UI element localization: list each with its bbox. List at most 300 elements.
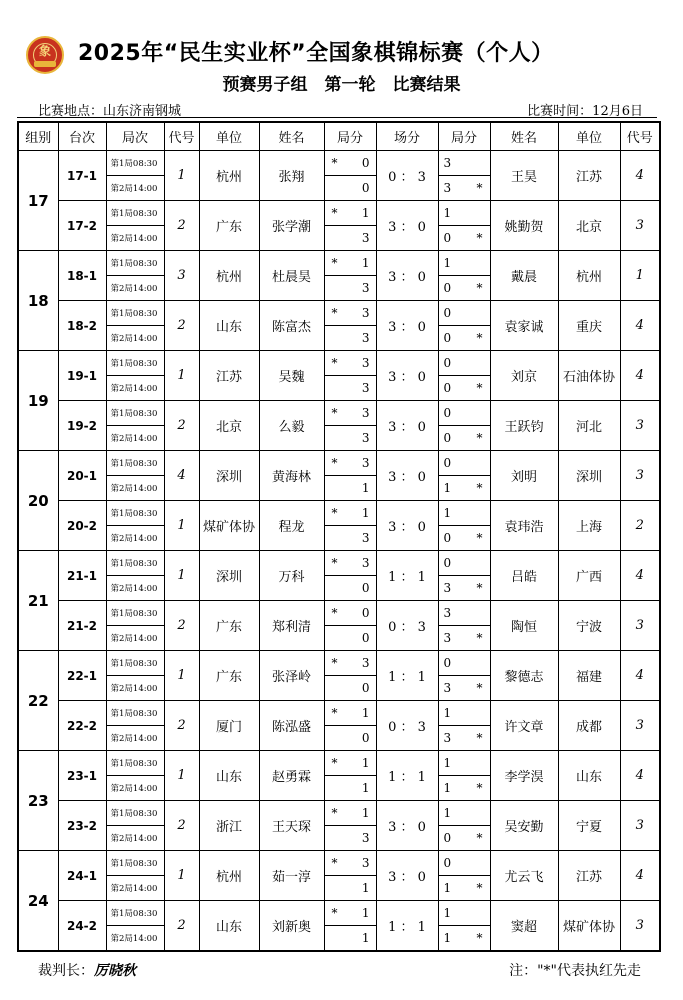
game-points: 0: [443, 406, 452, 420]
results-table: [17, 121, 661, 952]
game-points: 3: [443, 731, 452, 745]
game-points: 3: [361, 231, 370, 245]
right-code: 3: [620, 601, 660, 651]
round-time: 第1局08:30: [106, 251, 164, 276]
column-header: 代号: [620, 122, 660, 151]
column-header: 局次: [106, 122, 164, 151]
left-unit: 江苏: [199, 351, 259, 401]
table-number: 17-2: [58, 201, 106, 251]
column-header: 场分: [376, 122, 438, 151]
game-points: 1: [361, 756, 370, 770]
game-points: 1: [443, 806, 452, 820]
round-time: 第2局14:00: [106, 176, 164, 201]
left-game-score: [324, 426, 376, 451]
game-points: 1: [443, 206, 452, 220]
game-points: 0: [361, 681, 370, 695]
page-title: 2025年“民生实业杯”全国象棋锦标赛（个人）: [78, 41, 554, 66]
game-points: 0: [443, 356, 452, 370]
red-first-marker: *: [476, 381, 483, 395]
column-header: 局分: [324, 122, 376, 151]
game-points: 1: [361, 506, 370, 520]
right-game-score: [438, 301, 490, 326]
left-player-name: 陈泓盛: [259, 701, 324, 751]
right-code: 4: [620, 301, 660, 351]
right-unit: 成都: [558, 701, 620, 751]
right-player-name: 袁家诚: [490, 301, 558, 351]
game-points: 1: [361, 781, 370, 795]
right-game-score: [438, 901, 490, 926]
table-row: [18, 251, 660, 276]
round-time: 第1局08:30: [106, 801, 164, 826]
right-code: 4: [620, 151, 660, 201]
match-score: 3 ： 0: [376, 401, 438, 451]
table-row: [18, 201, 660, 226]
red-first-marker: *: [476, 281, 483, 295]
round-time: 第1局08:30: [106, 551, 164, 576]
round-time: 第2局14:00: [106, 476, 164, 501]
left-game-score: [324, 226, 376, 251]
round-time: 第1局08:30: [106, 151, 164, 176]
game-points: 0: [361, 606, 370, 620]
left-game-score: [324, 901, 376, 926]
left-player-name: 么毅: [259, 401, 324, 451]
left-player-name: 刘新奥: [259, 901, 324, 952]
game-points: 0: [361, 156, 370, 170]
table-row: [18, 551, 660, 576]
red-first-marker: *: [331, 206, 338, 220]
round-time: 第1局08:30: [106, 751, 164, 776]
game-points: 3: [443, 156, 452, 170]
right-unit: 宁波: [558, 601, 620, 651]
game-points: 3: [361, 406, 370, 420]
round-time: 第2局14:00: [106, 826, 164, 851]
footnote: 注："*"代表执红先走: [509, 963, 641, 979]
left-game-score: [324, 301, 376, 326]
right-game-score: [438, 776, 490, 801]
right-unit: 福建: [558, 651, 620, 701]
game-points: 3: [361, 556, 370, 570]
match-score: 3 ： 0: [376, 201, 438, 251]
game-points: 0: [443, 531, 452, 545]
left-player-name: 张学潮: [259, 201, 324, 251]
table-number: 23-1: [58, 751, 106, 801]
round-time: 第2局14:00: [106, 776, 164, 801]
left-unit: 杭州: [199, 851, 259, 901]
red-first-marker: *: [331, 256, 338, 270]
right-game-score: [438, 576, 490, 601]
left-game-score: [324, 451, 376, 476]
game-points: 3: [443, 631, 452, 645]
round-time: 第2局14:00: [106, 326, 164, 351]
right-game-score: [438, 276, 490, 301]
right-game-score: [438, 201, 490, 226]
table-row: [18, 301, 660, 326]
left-game-score: [324, 201, 376, 226]
right-game-score: [438, 426, 490, 451]
group-number: 22: [18, 651, 58, 751]
left-game-score: [324, 926, 376, 952]
table-row: [18, 851, 660, 876]
right-player-name: 李学淏: [490, 751, 558, 801]
left-player-name: 黄海林: [259, 451, 324, 501]
game-points: 3: [443, 681, 452, 695]
match-score: 3 ： 0: [376, 351, 438, 401]
left-game-score: [324, 276, 376, 301]
group-number: 20: [18, 451, 58, 551]
game-points: 1: [361, 931, 370, 945]
right-code: 4: [620, 851, 660, 901]
page-subtitle: 预赛男子组 第一轮 比赛结果: [222, 75, 461, 95]
right-unit: 河北: [558, 401, 620, 451]
round-time: 第2局14:00: [106, 626, 164, 651]
right-unit: 宁夏: [558, 801, 620, 851]
left-player-name: 吴魏: [259, 351, 324, 401]
right-game-score: [438, 651, 490, 676]
right-player-name: 窦超: [490, 901, 558, 952]
match-score: 0 ： 3: [376, 151, 438, 201]
right-code: 4: [620, 751, 660, 801]
right-game-score: [438, 626, 490, 651]
right-game-score: [438, 151, 490, 176]
left-unit: 广东: [199, 651, 259, 701]
left-player-name: 万科: [259, 551, 324, 601]
round-time: 第1局08:30: [106, 201, 164, 226]
left-code: 1: [164, 551, 199, 601]
right-game-score: [438, 801, 490, 826]
left-game-score: [324, 176, 376, 201]
left-code: 2: [164, 701, 199, 751]
game-points: 0: [361, 581, 370, 595]
game-points: 3: [361, 831, 370, 845]
red-first-marker: *: [331, 506, 338, 520]
left-player-name: 王天琛: [259, 801, 324, 851]
right-player-name: 尤云飞: [490, 851, 558, 901]
red-first-marker: *: [476, 681, 483, 695]
match-score: 3 ： 0: [376, 801, 438, 851]
right-game-score: [438, 376, 490, 401]
right-unit: 煤矿体协: [558, 901, 620, 952]
red-first-marker: *: [331, 156, 338, 170]
left-unit: 煤矿体协: [199, 501, 259, 551]
right-game-score: [438, 401, 490, 426]
game-points: 1: [443, 931, 452, 945]
table-number: 18-1: [58, 251, 106, 301]
column-header: 姓名: [259, 122, 324, 151]
round-time: 第1局08:30: [106, 301, 164, 326]
round-time: 第2局14:00: [106, 676, 164, 701]
right-game-score: [438, 601, 490, 626]
right-player-name: 刘京: [490, 351, 558, 401]
left-unit: 山东: [199, 301, 259, 351]
red-first-marker: *: [331, 356, 338, 370]
left-game-score: [324, 526, 376, 551]
right-game-score: [438, 876, 490, 901]
table-row: [18, 601, 660, 626]
game-points: 0: [361, 181, 370, 195]
right-unit: 石油体协: [558, 351, 620, 401]
game-points: 0: [443, 556, 452, 570]
right-unit: 北京: [558, 201, 620, 251]
right-player-name: 许文章: [490, 701, 558, 751]
table-row: [18, 751, 660, 776]
game-points: 3: [361, 381, 370, 395]
game-points: 0: [361, 631, 370, 645]
left-player-name: 茹一淳: [259, 851, 324, 901]
game-points: 3: [443, 606, 452, 620]
right-code: 4: [620, 651, 660, 701]
right-unit: 杭州: [558, 251, 620, 301]
right-code: 3: [620, 901, 660, 952]
venue-text: 比赛地点：山东济南钢城: [38, 104, 182, 119]
round-time: 第1局08:30: [106, 651, 164, 676]
round-time: 第2局14:00: [106, 226, 164, 251]
left-unit: 厦门: [199, 701, 259, 751]
game-points: 1: [443, 256, 452, 270]
match-score: 3 ： 0: [376, 501, 438, 551]
match-score: 1 ： 1: [376, 651, 438, 701]
left-code: 2: [164, 201, 199, 251]
right-code: 3: [620, 451, 660, 501]
right-game-score: [438, 251, 490, 276]
right-game-score: [438, 476, 490, 501]
game-points: 0: [361, 731, 370, 745]
game-points: 0: [443, 831, 452, 845]
left-game-score: [324, 751, 376, 776]
red-first-marker: *: [476, 581, 483, 595]
left-player-name: 程龙: [259, 501, 324, 551]
game-points: 1: [443, 706, 452, 720]
round-time: 第1局08:30: [106, 501, 164, 526]
round-time: 第2局14:00: [106, 926, 164, 952]
left-player-name: 张翔: [259, 151, 324, 201]
game-points: 0: [443, 456, 452, 470]
round-time: 第2局14:00: [106, 426, 164, 451]
round-time: 第1局08:30: [106, 351, 164, 376]
game-points: 3: [361, 331, 370, 345]
column-header: 姓名: [490, 122, 558, 151]
right-player-name: 戴晨: [490, 251, 558, 301]
round-time: 第2局14:00: [106, 276, 164, 301]
round-time: 第1局08:30: [106, 701, 164, 726]
table-row: [18, 501, 660, 526]
right-game-score: [438, 551, 490, 576]
right-unit: 江苏: [558, 151, 620, 201]
match-score: 3 ： 0: [376, 251, 438, 301]
left-game-score: [324, 576, 376, 601]
red-first-marker: *: [476, 181, 483, 195]
round-time: 第2局14:00: [106, 526, 164, 551]
match-score: 0 ： 3: [376, 701, 438, 751]
game-points: 3: [361, 431, 370, 445]
left-code: 2: [164, 901, 199, 952]
red-first-marker: *: [476, 831, 483, 845]
left-unit: 北京: [199, 401, 259, 451]
right-player-name: 陶恒: [490, 601, 558, 651]
left-game-score: [324, 601, 376, 626]
left-unit: 深圳: [199, 551, 259, 601]
game-points: 1: [361, 206, 370, 220]
match-score: 1 ： 1: [376, 551, 438, 601]
game-points: 1: [443, 781, 452, 795]
right-unit: 江苏: [558, 851, 620, 901]
table-number: 18-2: [58, 301, 106, 351]
game-points: 1: [443, 906, 452, 920]
left-code: 2: [164, 401, 199, 451]
table-row: [18, 451, 660, 476]
red-first-marker: *: [331, 456, 338, 470]
right-unit: 广西: [558, 551, 620, 601]
red-first-marker: *: [476, 931, 483, 945]
match-score: 1 ： 1: [376, 751, 438, 801]
table-number: 19-2: [58, 401, 106, 451]
red-first-marker: *: [331, 656, 338, 670]
left-code: 3: [164, 251, 199, 301]
game-points: 3: [361, 281, 370, 295]
column-header: 组别: [18, 122, 58, 151]
left-unit: 山东: [199, 901, 259, 952]
red-first-marker: *: [331, 756, 338, 770]
red-first-marker: *: [331, 556, 338, 570]
left-game-score: [324, 501, 376, 526]
left-game-score: [324, 476, 376, 501]
right-game-score: [438, 326, 490, 351]
game-points: 3: [361, 356, 370, 370]
right-code: 3: [620, 701, 660, 751]
table-number: 21-2: [58, 601, 106, 651]
game-points: 3: [361, 531, 370, 545]
red-first-marker: *: [476, 731, 483, 745]
column-header: 单位: [199, 122, 259, 151]
game-points: 0: [443, 431, 452, 445]
round-time: 第1局08:30: [106, 401, 164, 426]
table-row: [18, 801, 660, 826]
right-unit: 重庆: [558, 301, 620, 351]
game-points: 0: [443, 331, 452, 345]
round-time: 第1局08:30: [106, 451, 164, 476]
left-game-score: [324, 876, 376, 901]
right-game-score: [438, 701, 490, 726]
left-game-score: [324, 551, 376, 576]
right-game-score: [438, 676, 490, 701]
left-game-score: [324, 701, 376, 726]
red-first-marker: *: [331, 306, 338, 320]
left-unit: 广东: [199, 201, 259, 251]
column-header: 代号: [164, 122, 199, 151]
right-code: 2: [620, 501, 660, 551]
table-number: 22-1: [58, 651, 106, 701]
right-game-score: [438, 451, 490, 476]
left-game-score: [324, 651, 376, 676]
red-first-marker: *: [476, 331, 483, 345]
left-code: 1: [164, 151, 199, 201]
right-player-name: 黎德志: [490, 651, 558, 701]
date-text: 比赛时间：12月6日: [527, 104, 643, 119]
right-game-score: [438, 501, 490, 526]
left-unit: 浙江: [199, 801, 259, 851]
left-code: 1: [164, 751, 199, 801]
right-game-score: [438, 226, 490, 251]
column-header: 局分: [438, 122, 490, 151]
game-points: 3: [361, 456, 370, 470]
table-row: [18, 401, 660, 426]
left-game-score: [324, 151, 376, 176]
referee-label: 裁判长：: [38, 963, 94, 979]
left-game-score: [324, 851, 376, 876]
table-row: [18, 351, 660, 376]
column-header: 单位: [558, 122, 620, 151]
left-player-name: 赵勇霖: [259, 751, 324, 801]
right-player-name: 吕皓: [490, 551, 558, 601]
table-row: [18, 901, 660, 926]
red-first-marker: *: [331, 856, 338, 870]
right-code: 3: [620, 801, 660, 851]
game-points: 3: [443, 181, 452, 195]
left-player-name: 郑利清: [259, 601, 324, 651]
table-number: 19-1: [58, 351, 106, 401]
red-first-marker: *: [331, 806, 338, 820]
right-game-score: [438, 751, 490, 776]
game-points: 0: [443, 381, 452, 395]
table-number: 17-1: [58, 151, 106, 201]
left-player-name: 张泽岭: [259, 651, 324, 701]
right-game-score: [438, 726, 490, 751]
table-row: [18, 151, 660, 176]
left-game-score: [324, 351, 376, 376]
left-unit: 杭州: [199, 151, 259, 201]
right-game-score: [438, 826, 490, 851]
column-header: 台次: [58, 122, 106, 151]
game-points: 0: [443, 281, 452, 295]
table-number: 20-2: [58, 501, 106, 551]
logo-band: [34, 61, 56, 67]
group-number: 17: [18, 151, 58, 251]
group-number: 18: [18, 251, 58, 351]
game-points: 1: [361, 806, 370, 820]
game-points: 3: [361, 306, 370, 320]
round-time: 第2局14:00: [106, 726, 164, 751]
table-number: 23-2: [58, 801, 106, 851]
left-game-score: [324, 401, 376, 426]
game-points: 1: [361, 706, 370, 720]
left-game-score: [324, 801, 376, 826]
red-first-marker: *: [476, 781, 483, 795]
red-first-marker: *: [476, 631, 483, 645]
game-points: 0: [443, 656, 452, 670]
match-score: 3 ： 0: [376, 451, 438, 501]
left-unit: 广东: [199, 601, 259, 651]
left-code: 2: [164, 301, 199, 351]
right-unit: 上海: [558, 501, 620, 551]
left-player-name: 杜晨昊: [259, 251, 324, 301]
round-time: 第2局14:00: [106, 876, 164, 901]
red-first-marker: *: [331, 406, 338, 420]
right-player-name: 袁玮浩: [490, 501, 558, 551]
game-points: 0: [443, 231, 452, 245]
right-player-name: 王昊: [490, 151, 558, 201]
left-game-score: [324, 326, 376, 351]
left-code: 4: [164, 451, 199, 501]
left-unit: 山东: [199, 751, 259, 801]
game-points: 3: [361, 856, 370, 870]
game-points: 1: [443, 481, 452, 495]
left-code: 1: [164, 351, 199, 401]
left-game-score: [324, 251, 376, 276]
right-unit: 深圳: [558, 451, 620, 501]
left-code: 1: [164, 851, 199, 901]
left-code: 1: [164, 501, 199, 551]
right-game-score: [438, 351, 490, 376]
logo-text: 象: [38, 44, 51, 58]
